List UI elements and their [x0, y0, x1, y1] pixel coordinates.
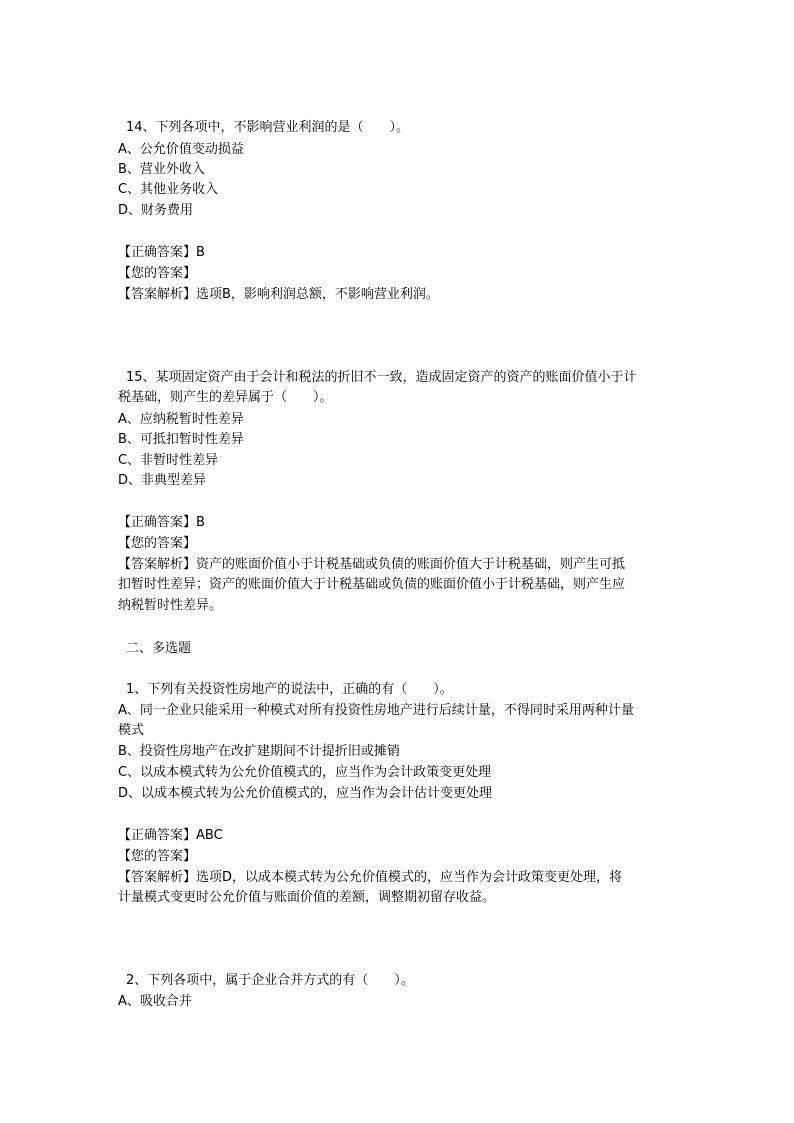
- question-14-option-d: D、财务费用: [118, 203, 194, 218]
- multi-question-1-option-d: D、以成本模式转为公允价值模式的，应当作为会计估计变更处理: [118, 786, 493, 801]
- question-15-stem-line-2: 税基础，则产生的差异属于（ ）。: [118, 390, 333, 405]
- question-14-correct-answer: 【正确答案】B: [118, 245, 205, 260]
- question-14-stem: 14、下列各项中，不影响营业利润的是（ ）。: [126, 120, 410, 135]
- multi-question-1-option-c: C、以成本模式转为公允价值模式的，应当作为会计政策变更处理: [118, 765, 492, 780]
- question-14-your-answer: 【您的答案】: [118, 266, 197, 281]
- question-15-analysis-line-1: 【答案解析】资产的账面价值小于计税基础或负债的账面价值大于计税基础，则产生可抵: [118, 557, 626, 572]
- multi-question-1-option-a-continued: 模式: [118, 723, 145, 738]
- multi-question-1-option-a: A、同一企业只能采用一种模式对所有投资性房地产进行后续计量，不得同时采用两种计量: [118, 703, 634, 718]
- question-15-option-c: C、非暂时性差异: [118, 453, 219, 468]
- question-14-analysis: 【答案解析】选项B，影响利润总额，不影响营业利润。: [118, 287, 439, 302]
- question-15-option-a: A、应纳税暂时性差异: [118, 412, 244, 427]
- question-14-option-c: C、其他业务收入: [118, 182, 219, 197]
- multi-question-1-analysis-line-2: 计量模式变更时公允价值与账面价值的差额，调整期初留存收益。: [118, 890, 496, 905]
- multi-question-1-correct-answer: 【正确答案】ABC: [118, 828, 223, 843]
- question-15-your-answer: 【您的答案】: [118, 536, 197, 551]
- question-14-option-a: A、公允价值变动损益: [118, 142, 244, 157]
- multi-question-1-analysis-line-1: 【答案解析】选项D，以成本模式转为公允价值模式的，应当作为会计政策变更处理，将: [118, 870, 623, 885]
- question-15-option-d: D、非典型差异: [118, 473, 207, 488]
- section-title-multiple-choice: 二、多选题: [126, 641, 192, 656]
- multi-question-2-stem: 2、下列各项中，属于企业合并方式的有（ ）。: [126, 973, 414, 988]
- question-15-stem-line-1: 15、某项固定资产由于会计和税法的折旧不一致，造成固定资产的资产的账面价值小于计: [126, 370, 637, 385]
- question-15-option-b: B、可抵扣暂时性差异: [118, 432, 244, 447]
- multi-question-1-your-answer: 【您的答案】: [118, 849, 197, 864]
- question-15-analysis-line-2: 扣暂时性差异；资产的账面价值大于计税基础或负债的账面价值小于计税基础，则产生应: [118, 577, 626, 592]
- question-15-correct-answer: 【正确答案】B: [118, 515, 205, 530]
- question-14-option-b: B、营业外收入: [118, 162, 205, 177]
- multi-question-2-option-a: A、吸收合并: [118, 994, 192, 1009]
- multi-question-1-option-b: B、投资性房地产在改扩建期间不计提折旧或摊销: [118, 744, 400, 759]
- multi-question-1-stem: 1、下列有关投资性房地产的说法中，正确的有（ ）。: [126, 682, 453, 697]
- question-15-analysis-line-3: 纳税暂时性差异。: [118, 598, 223, 613]
